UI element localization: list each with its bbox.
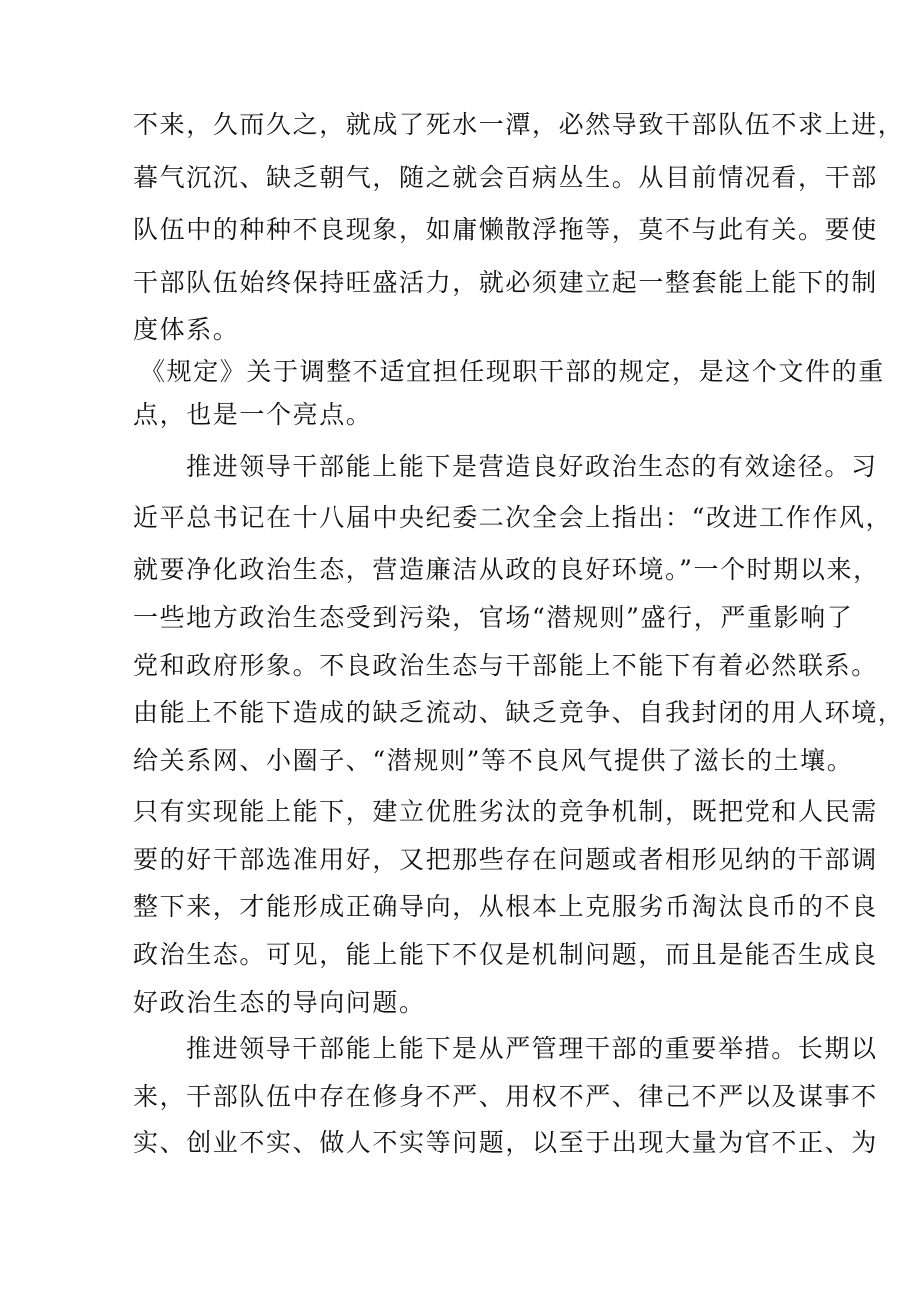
text-line: 一些地方政治生态受到污染，官场“潜规则”盛行，严重影响了	[133, 603, 854, 632]
text-line: 《规定》关于调整不适宜担任现职干部的规定，是这个文件的重	[140, 357, 885, 386]
text-line: 点，也是一个亮点。	[133, 400, 373, 429]
text-line: 实、创业不实、做人不实等问题，以至于出现大量为官不正、为	[133, 1128, 878, 1157]
text-line: 推进领导干部能上能下是营造良好政治生态的有效途径。习	[186, 452, 878, 481]
text-line: 好政治生态的导向问题。	[133, 988, 426, 1017]
text-line: 由能上不能下造成的缺乏流动、缺乏竞争、自我封闭的用人环境，	[133, 698, 905, 727]
text-line: 近平总书记在十八届中央纪委二次全会上指出：“改进工作作风，	[133, 503, 893, 532]
text-line: 推进领导干部能上能下是从严管理干部的重要举措。长期以	[186, 1034, 878, 1063]
text-line: 就要净化政治生态，营造廉洁从政的良好环境。”一个时期以来，	[133, 555, 880, 584]
text-line: 整下来，才能形成正确导向，从根本上克服劣币淘汰良币的不良	[133, 892, 878, 921]
text-line: 不来，久而久之，就成了死水一潭，必然导致干部队伍不求上进，	[133, 110, 905, 139]
text-line: 政治生态。可见，能上能下不仅是机制问题，而且是能否生成良	[133, 940, 878, 969]
text-line: 度体系。	[133, 315, 240, 344]
text-line: 干部队伍始终保持旺盛活力，就必须建立起一整套能上能下的制	[133, 268, 878, 297]
text-line: 暮气沉沉、缺乏朝气，随之就会百病丛生。从目前情况看，干部	[133, 163, 878, 192]
text-line: 党和政府形象。不良政治生态与干部能上不能下有着必然联系。	[133, 651, 878, 680]
text-line: 给关系网、小圈子、“潜规则”等不良风气提供了滋长的土壤。	[133, 746, 854, 775]
text-line: 队伍中的种种不良现象，如庸懒散浮拖等，莫不与此有关。要使	[133, 215, 878, 244]
text-line: 只有实现能上能下，建立优胜劣汰的竞争机制，既把党和人民需	[133, 797, 878, 826]
text-line: 来，干部队伍中存在修身不严、用权不严、律己不严以及谋事不	[133, 1082, 878, 1111]
text-line: 要的好干部选准用好，又把那些存在问题或者相形见纳的干部调	[133, 845, 878, 874]
